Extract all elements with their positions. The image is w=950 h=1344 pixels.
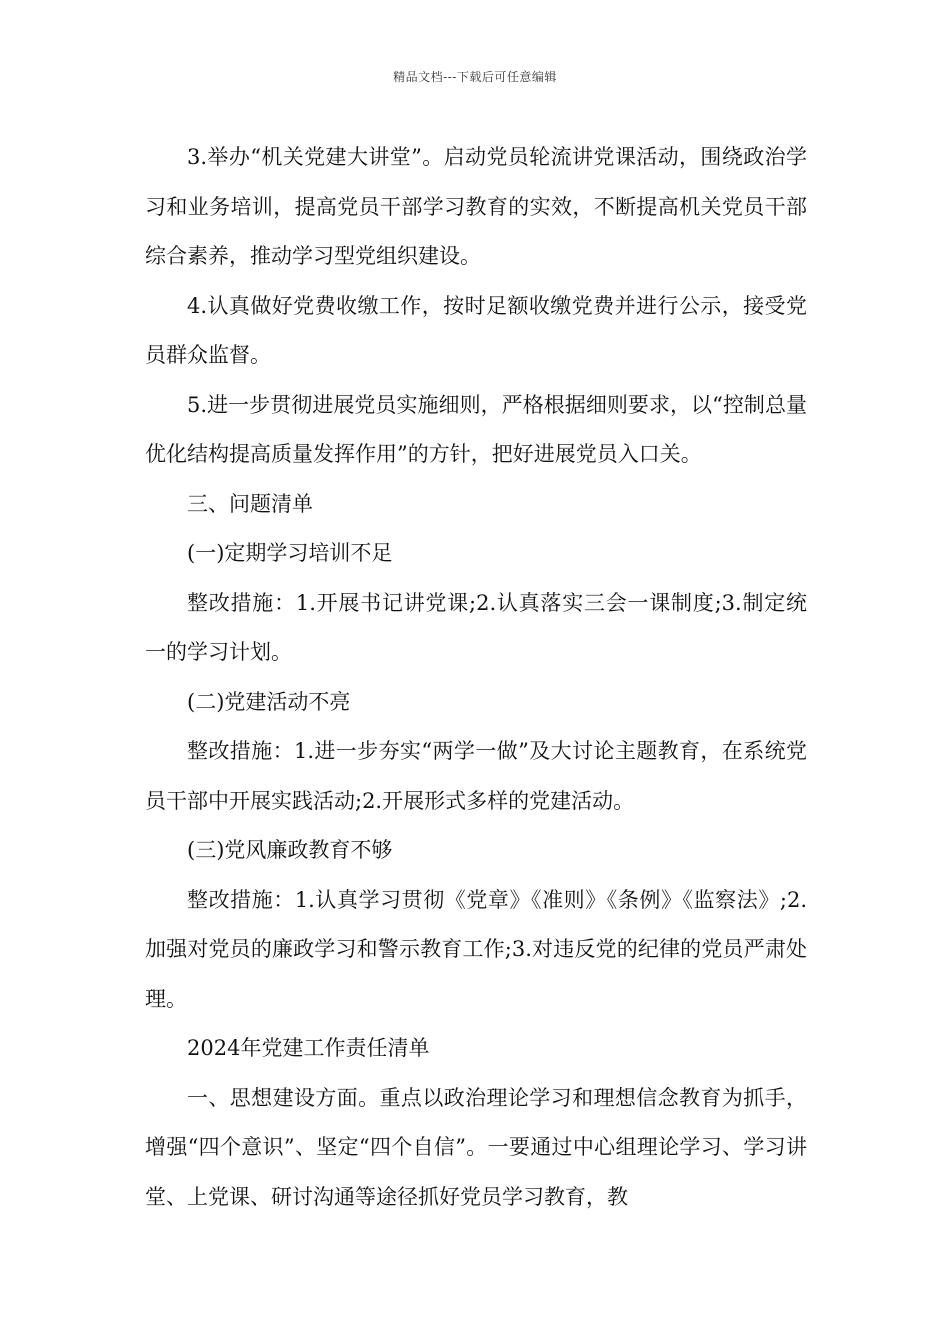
section-heading-problems: 三、问题清单 xyxy=(187,491,313,516)
problem-heading-2: (二)党建活动不亮 xyxy=(187,689,351,714)
document-subtitle: 2024年党建工作责任清单 xyxy=(187,1036,430,1060)
paragraph-activity-5: 5.进一步贯彻进展党员实施细则，严格根据细则要求，以“控制总量优化结构提高质量发挥作用”的方针，把好进展党员入口关。 xyxy=(145,392,807,466)
paragraph-activity-3: 3.举办“机关党建大讲堂”。启动党员轮流讲党课活动，围绕政治学习和业务培训，提高党员干部学习教育的实效，不断提高机关党员干部综合素养，推动学习型党组织建设。 xyxy=(145,145,807,268)
document-body xyxy=(145,133,807,1222)
page-header: 精品文档---下载后可任意编辑 xyxy=(393,70,557,84)
problem-heading-1: (一)定期学习培训不足 xyxy=(187,541,393,565)
paragraph-activity-4: 4.认真做好党费收缴工作，按时足额收缴党费并进行公示，接受党员群众监督。 xyxy=(145,293,807,367)
paragraph-ideology: 一、思想建设方面。重点以政治理论学习和理想信念教育为抓手，增强“四个意识”、坚定“四个自信”。一要通过中心组理论学习、学习讲堂、上党课、研讨沟通等途径抓好党员学习教育，教 xyxy=(145,1085,807,1209)
problem-heading-3: (三)党风廉政教育不够 xyxy=(187,838,393,862)
problem-measures-3: 整改措施：1.认真学习贯彻《党章》《准则》《条例》《监察法》;2.加强对党员的廉政学习和警示教育工作;3.对违反党的纪律的党员严肃处理。 xyxy=(145,887,807,1011)
problem-measures-2: 整改措施：1.进一步夯实“两学一做”及大讨论主题教育，在系统党员干部中开展实践活动;2.开展形式多样的党建活动。 xyxy=(145,739,807,813)
problem-measures-1: 整改措施：1.开展书记讲党课;2.认真落实三会一课制度;3.制定统一的学习计划。 xyxy=(145,590,807,664)
